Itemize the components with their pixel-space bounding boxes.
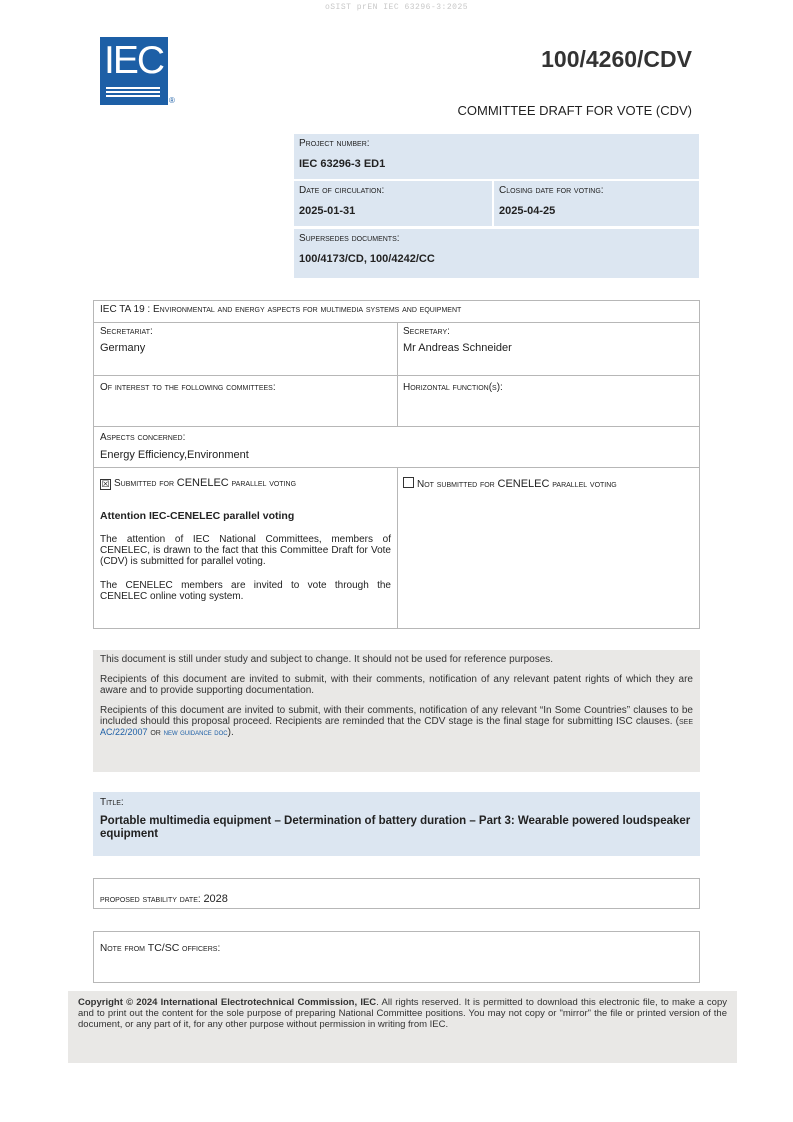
document-number: 100/4260/CDV xyxy=(541,46,692,72)
interest-cell xyxy=(94,376,397,426)
secretary-label: Secretary: xyxy=(403,326,450,337)
secretariat-label: Secretariat: xyxy=(100,326,153,337)
horizontal-label: Horizontal function(s): xyxy=(403,382,503,393)
interest-label: Of interest to the following committees: xyxy=(100,382,276,393)
link-new-guidance-doc[interactable]: new guidance doc xyxy=(163,727,228,737)
logo-line xyxy=(106,91,160,93)
watermark: oSIST prEN IEC 63296-3:2025 xyxy=(324,3,469,12)
aspects-label: Aspects concerned: xyxy=(100,432,186,443)
notice-see: see xyxy=(678,716,693,727)
project-number: IEC 63296-3 ED1 xyxy=(299,158,386,170)
note-box xyxy=(93,931,700,983)
iec-logo xyxy=(100,37,168,105)
horizontal-cell xyxy=(397,376,699,426)
title-box xyxy=(93,792,700,856)
circulation-date-label: Date of circulation: xyxy=(299,185,385,196)
supersedes-documents: 100/4173/CD, 100/4242/CC xyxy=(299,253,435,265)
secretary-cell xyxy=(397,323,699,375)
note-row xyxy=(100,938,220,956)
title-label: Title: xyxy=(100,797,124,808)
supersedes-cell xyxy=(294,229,699,278)
logo-text: IEC xyxy=(104,39,164,82)
closing-date-cell xyxy=(494,181,699,226)
stability-date: 2028 xyxy=(203,893,228,905)
unchecked-checkbox-icon xyxy=(403,477,414,488)
not-submitted-cell xyxy=(397,468,699,628)
note-label-post: officers: xyxy=(179,943,221,954)
stability-row xyxy=(100,889,228,907)
secretary: Mr Andreas Schneider xyxy=(403,342,512,354)
note-label-pre: Note from xyxy=(100,943,148,954)
submitted-row xyxy=(100,477,391,490)
submitted-post: parallel voting xyxy=(228,478,297,489)
not-submitted-cenelec: CENELEC xyxy=(497,478,550,490)
not-submitted-post: parallel voting xyxy=(549,479,617,490)
supersedes-label: Supersedes documents: xyxy=(299,233,400,244)
aspects-cell xyxy=(94,427,699,467)
document-title: Portable multimedia equipment – Determination of battery duration – Part 3: Wearable powered loudspeaker equipment xyxy=(100,815,691,840)
notice-or: or xyxy=(147,727,164,738)
note-label-tc: TC/SC xyxy=(147,942,180,954)
project-number-cell xyxy=(294,134,699,179)
submitted-cenelec: CENELEC xyxy=(176,477,229,489)
stability-label: proposed stability date: xyxy=(100,894,204,905)
submitted-pre: Submitted for xyxy=(114,478,177,489)
checked-checkbox-icon: ☒ xyxy=(101,479,110,489)
ta-prefix: IEC TA 19 : xyxy=(100,304,153,315)
notice-p3-text: Recipients of this document are invited to submit, with their comments, notification of any relevant “In Some Countries” clauses to be included should this proposal proceed. Recipients are reminded that the CDV stage is the final stage for submitting ISC clauses. ( xyxy=(100,705,693,727)
aspects: Energy Efficiency,Environment xyxy=(100,449,249,461)
notice-paragraph-1: This document is still under study and subject to change. It should not be used for reference purposes. xyxy=(100,654,554,665)
project-number-label: Project number: xyxy=(299,138,370,149)
closing-date: 2025-04-25 xyxy=(499,205,556,217)
logo-line xyxy=(106,95,160,97)
link-ac-22-2007[interactable]: AC/22/2007 xyxy=(100,727,148,737)
registered-mark: ® xyxy=(169,96,175,105)
copyright-text: . All rights reserved. It is permitted to download this electronic file, to make a copy and to print out the content for the sole purpose of preparing National Committee positions. You may not copy or "mirror" the file or printed version of the document, or any part of it, for any other purpose without permission in writing from IEC. xyxy=(78,997,727,1030)
attention-paragraph-2: The CENELEC members are invited to vote through the CENELEC online voting system. xyxy=(100,580,391,602)
copyright-box xyxy=(68,991,737,1063)
secretariat-cell xyxy=(94,323,397,375)
circulation-date-cell xyxy=(294,181,492,226)
attention-title: Attention IEC-CENELEC parallel voting xyxy=(100,510,295,522)
ta-row xyxy=(94,301,699,322)
closing-date-label: Closing date for voting: xyxy=(499,185,604,196)
notice-paragraph-3 xyxy=(100,705,693,738)
document-type: COMMITTEE DRAFT FOR VOTE (CDV) xyxy=(457,103,692,118)
stability-box xyxy=(93,878,700,909)
ta-title: Environmental and energy aspects for multimedia systems and equipment xyxy=(153,304,462,315)
circulation-date: 2025-01-31 xyxy=(299,205,356,217)
logo-line xyxy=(106,87,160,89)
notice-box xyxy=(93,650,700,772)
not-submitted-pre: Not submitted for xyxy=(417,479,498,490)
copyright-holder: Copyright © 2024 International Electrotechnical Commission, IEC xyxy=(78,997,377,1008)
committee-table xyxy=(93,300,700,629)
attention-paragraph-1: The attention of IEC National Committees, members of CENELEC, is drawn to the fact that this Committee Draft for Vote (CDV) is submitted for parallel voting. xyxy=(100,534,391,567)
secretariat: Germany xyxy=(100,342,146,354)
submitted-cell xyxy=(94,468,397,628)
notice-paragraph-2: Recipients of this document are invited to submit, with their comments, notification of any relevant patent rights of which they are aware and to provide supporting documentation. xyxy=(100,674,693,696)
notice-end: ). xyxy=(227,727,234,738)
